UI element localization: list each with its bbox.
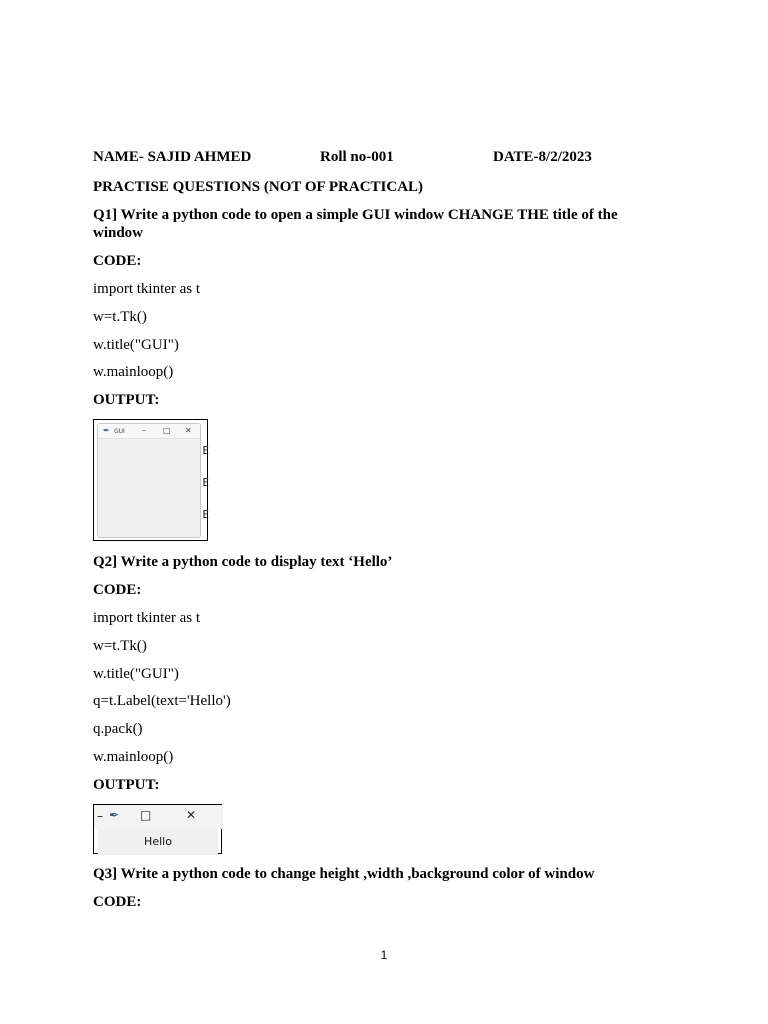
feather-icon: ✒ [109,808,120,822]
q1-code-line: w=t.Tk() [93,309,147,325]
minimize-icon: – [142,426,146,435]
background-glyph: E [202,444,209,457]
background-glyph: E [202,476,209,489]
gui-window [97,423,201,538]
maximize-icon: □ [140,808,152,822]
q1-output-label: OUTPUT: [93,392,160,408]
q1-code-label: CODE: [93,253,142,269]
close-icon: ✕ [186,808,197,822]
date: DATE-8/2/2023 [493,149,592,165]
minimize-icon: – [97,809,103,823]
close-icon: ✕ [185,426,192,435]
page-number: 1 [380,948,388,962]
roll-number: Roll no-001 [320,149,394,165]
q2-output-screenshot [93,804,222,854]
maximize-icon: □ [163,426,171,435]
q2-code-line: w.mainloop() [93,749,174,765]
student-name: NAME- SAJID AHMED [93,149,252,165]
q1-question: Q1] Write a python code to open a simple GUI window CHANGE THE title of the window [93,207,618,241]
q2-output-label: OUTPUT: [93,777,160,793]
window-title: GUI [114,428,125,435]
background-glyph: E [202,508,209,521]
q3-question: Q3] Write a python code to change height ,width ,background color of window [93,866,595,882]
q1-code-line: import tkinter as t [93,281,201,297]
q2-code-line: w=t.Tk() [93,638,147,654]
q2-question: Q2] Write a python code to display text ‘Hello’ [93,554,393,570]
window-content [98,829,218,855]
feather-icon: ✒ [103,426,110,435]
q2-code-line: q=t.Label(text='Hello') [93,693,231,709]
q1-output-screenshot [93,419,208,541]
q2-code-line: import tkinter as t [93,610,201,626]
window-titlebar [94,805,223,829]
hello-label: Hello [144,835,172,848]
q2-code-line: q.pack() [93,721,143,737]
q2-code-line: w.title("GUI") [93,666,179,682]
section-title: PRACTISE QUESTIONS (NOT OF PRACTICAL) [93,179,424,195]
q1-code-line: w.title("GUI") [93,337,179,353]
q3-code-label: CODE: [93,894,142,910]
window-titlebar [98,424,200,439]
q1-code-line: w.mainloop() [93,364,174,380]
q2-code-label: CODE: [93,582,142,598]
